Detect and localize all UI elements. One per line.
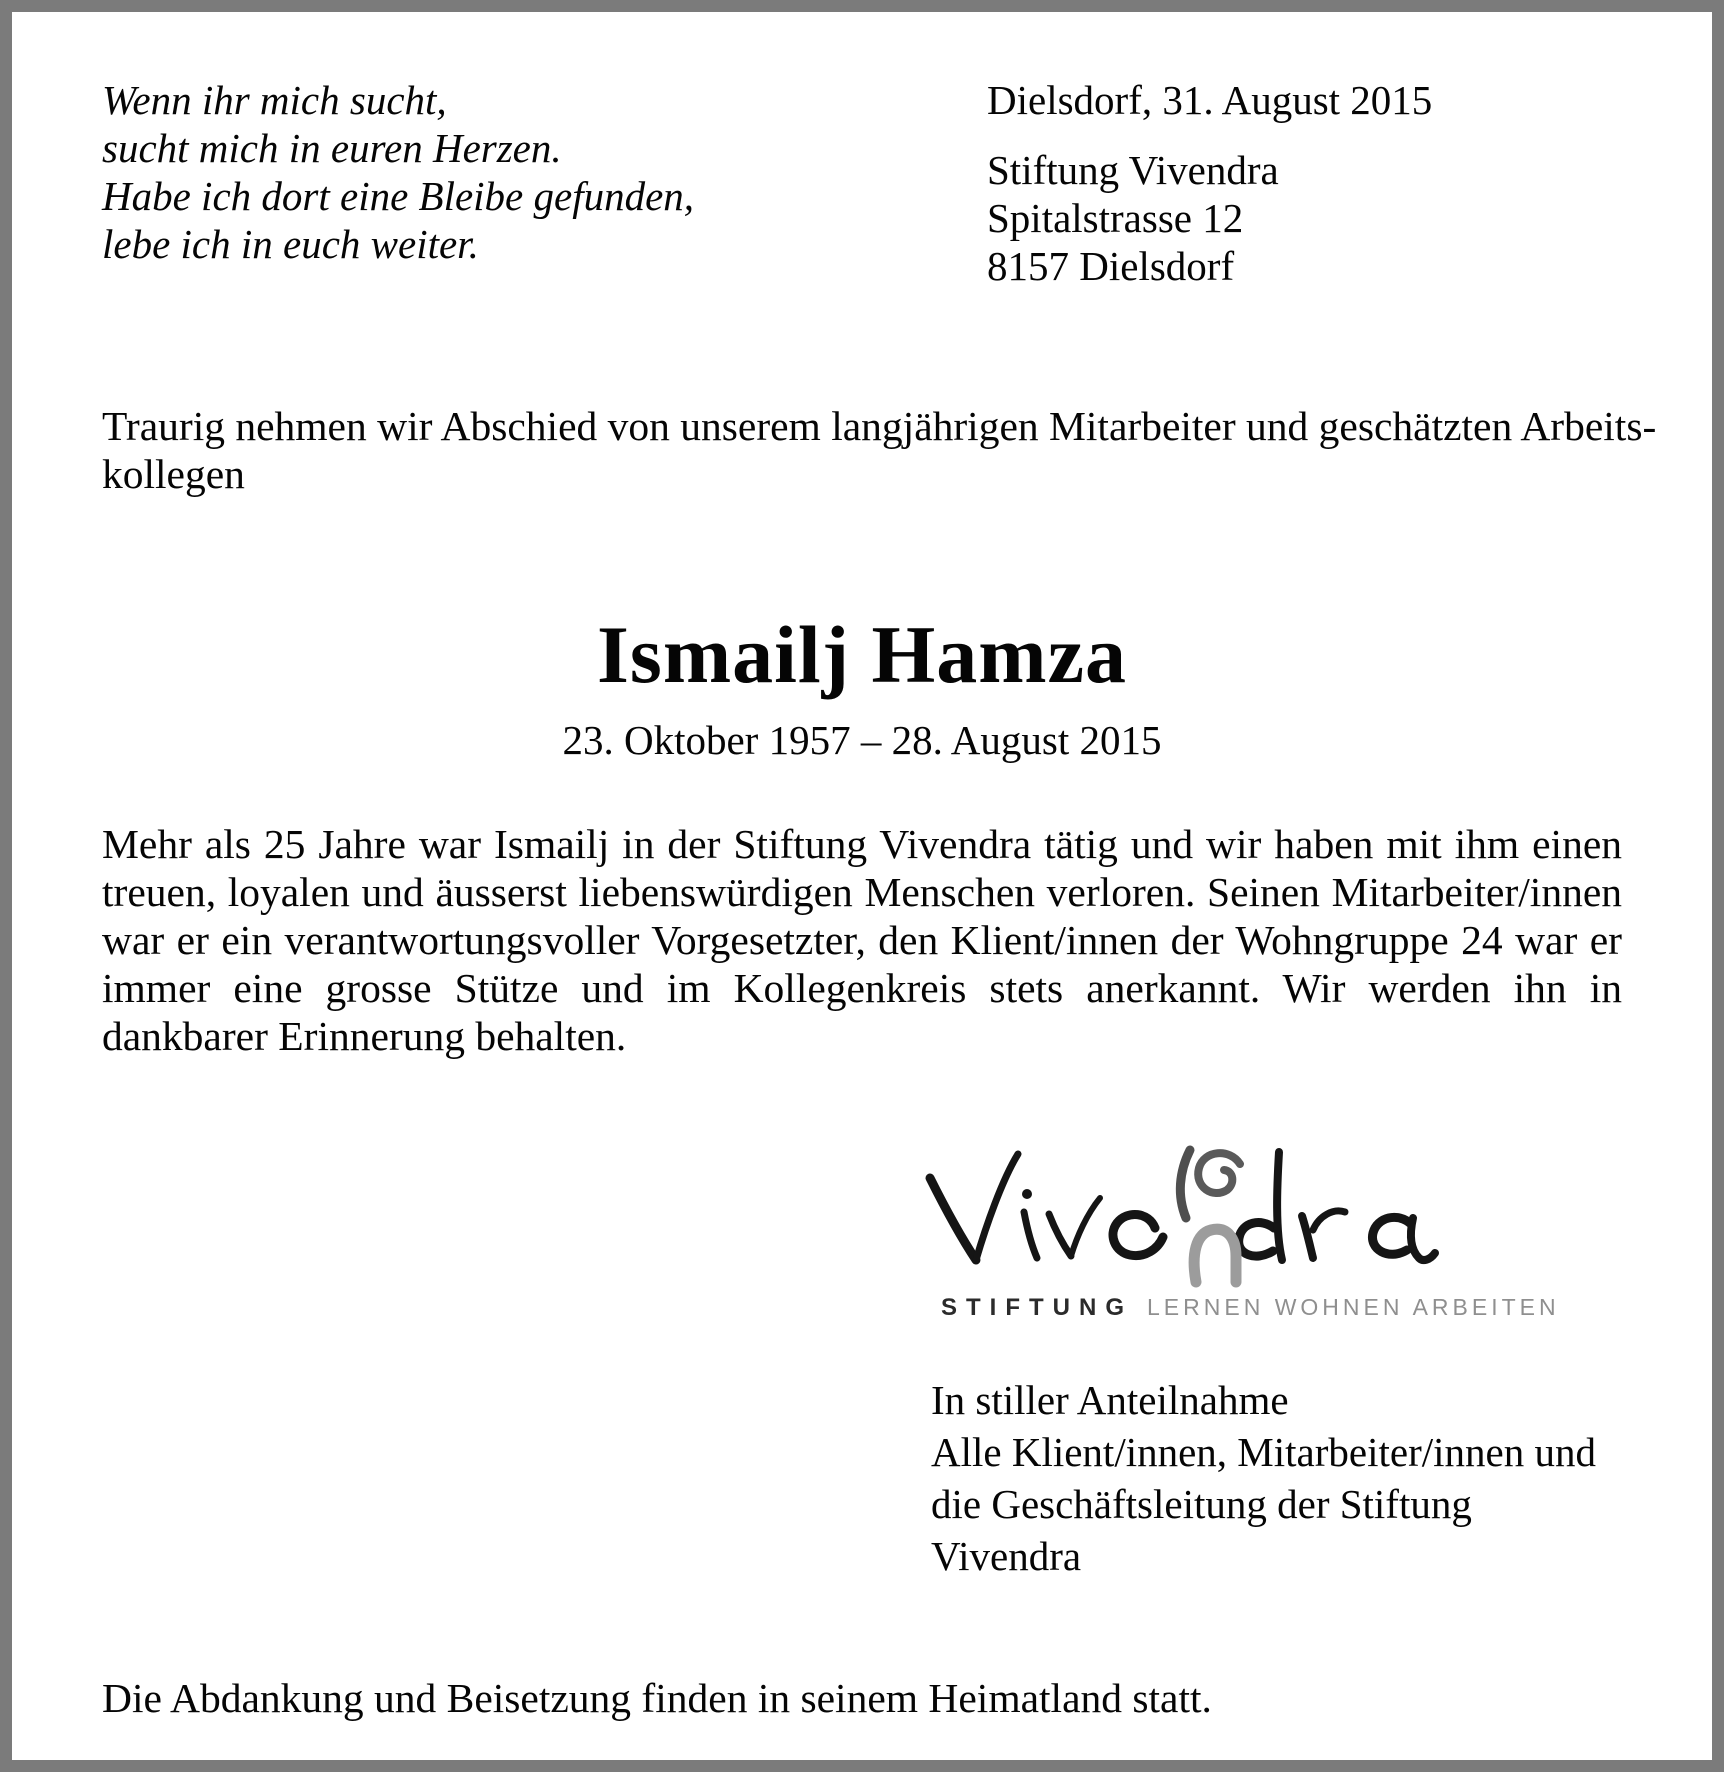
- logo-subtitle-claim: LERNEN WOHNEN ARBEITEN: [1147, 1294, 1560, 1320]
- condolence-line: die Geschäftsleitung der Stiftung Vivendra: [931, 1481, 1472, 1579]
- intro-line: Traurig nehmen wir Abschied von unserem langjährigen Mitarbeiter und geschätzten Arbeits-: [102, 403, 1657, 449]
- logo-subtitle-stiftung: STIFTUNG: [941, 1294, 1133, 1321]
- logo-subtitle: [917, 1294, 1560, 1322]
- condolence-line: In stiller Anteilnahme: [931, 1377, 1289, 1423]
- sender-address: [987, 146, 1432, 290]
- life-dates: 23. Oktober 1957 – 28. August 2015: [562, 717, 1162, 763]
- header: [102, 76, 1622, 289]
- sender-block: [987, 76, 1432, 290]
- sender-name: Stiftung Vivendra: [987, 147, 1279, 193]
- poem-line: lebe ich in euch weiter.: [102, 221, 479, 267]
- vivendra-logo-script: [917, 1140, 1447, 1290]
- intro-line: kollegen: [102, 451, 245, 497]
- condolence-line: Alle Klient/innen, Mitarbeiter/innen und: [931, 1429, 1596, 1475]
- sender-street: Spitalstrasse 12: [987, 195, 1244, 241]
- sender-city: 8157 Dielsdorf: [987, 243, 1235, 289]
- poem-line: Wenn ihr mich sucht,: [102, 77, 447, 123]
- vivendra-logo: [917, 1140, 1560, 1322]
- condolence-block: [931, 1374, 1622, 1582]
- intro-paragraph: [102, 402, 1657, 498]
- funeral-note: Die Abdankung und Beisetzung finden in seinem Heimatland statt.: [102, 1675, 1212, 1721]
- poem-line: Habe ich dort eine Bleibe gefunden,: [102, 173, 695, 219]
- logo-figure-icon: [1180, 1150, 1240, 1282]
- obituary-paragraph: Mehr als 25 Jahre war Ismailj in der Stiftung Vivendra tätig und wir haben mit ihm einen treuen, loyalen und äusserst liebenswürdigen Menschen verloren. Seinen Mitarbeiter/innen war er ein verantwortungsvoller Vorgesetzter, den Klient/innen der Wohngruppe 24 war er immer eine grosse Stütze und im Kollegenkreis stets anerkannt. Wir werden ihn in dankbarer Erinnerung behalten.: [102, 821, 1622, 1059]
- deceased-name: Ismailj Hamza: [597, 609, 1127, 700]
- obituary-content: [12, 12, 1712, 1760]
- place-dateline: Dielsdorf, 31. August 2015: [987, 77, 1433, 123]
- poem-line: sucht mich in euren Herzen.: [102, 125, 562, 171]
